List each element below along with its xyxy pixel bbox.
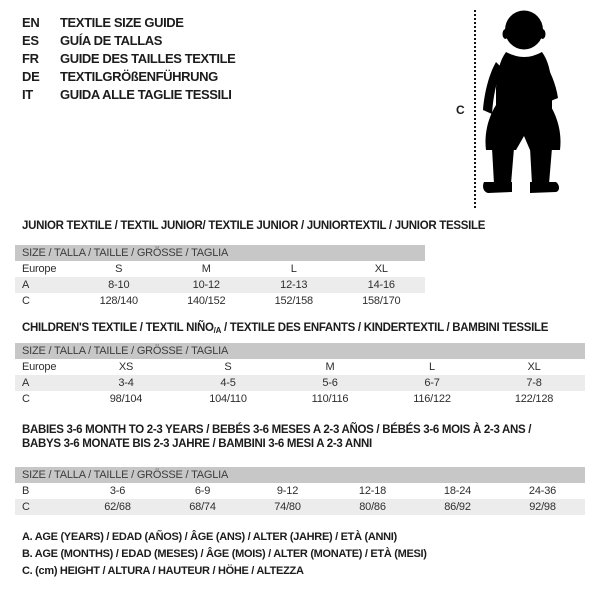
language-code: EN	[22, 14, 40, 30]
cell: 24-36	[528, 485, 557, 497]
language-label: GUIDA ALLE TAGLIE TESSILI	[60, 86, 232, 102]
row-label: C	[22, 295, 30, 307]
row-label: C	[22, 393, 30, 405]
cell: 128/140	[99, 295, 138, 307]
cell: 6-9	[194, 485, 211, 497]
language-code: IT	[22, 86, 33, 102]
cell: 7-8	[526, 377, 542, 389]
legend-line-b: B. AGE (MONTHS) / EDAD (MESES) / ÂGE (MOIS) / ALTER (MONATE) / ETÀ (MESI)	[22, 548, 427, 560]
cell: 3-6	[109, 485, 126, 497]
cell: 86/92	[444, 501, 471, 513]
cell: 140/152	[187, 295, 226, 307]
language-code: FR	[22, 50, 39, 66]
cell: 68/74	[189, 501, 216, 513]
cell: 5-6	[322, 377, 338, 389]
cell: 9-12	[276, 485, 299, 497]
cell: 12-13	[280, 279, 308, 291]
baby-silhouette	[480, 10, 564, 200]
language-code: DE	[22, 68, 40, 84]
junior-section-title: JUNIOR TEXTILE / TEXTIL JUNIOR/ TEXTILE JUNIOR / JUNIORTEXTIL / JUNIOR TESSILE	[22, 220, 486, 232]
cell: 110/116	[311, 393, 349, 405]
cell: L	[429, 361, 435, 373]
table-row	[15, 391, 585, 407]
table-row	[15, 277, 425, 293]
cell: 18-24	[443, 485, 472, 497]
children-title-prefix: CHILDREN'S TEXTILE / TEXTIL NIÑO	[22, 322, 214, 334]
language-label: GUÍA DE TALLAS	[60, 32, 163, 48]
height-measure-dashed-line	[474, 10, 476, 208]
cell: 92/98	[529, 501, 556, 513]
table-row	[15, 261, 425, 277]
cell: 122/128	[514, 393, 554, 405]
language-label: TEXTILGRÖßENFÜHRUNG	[60, 68, 218, 84]
cell: 8-10	[108, 279, 130, 291]
cell: 158/170	[362, 295, 401, 307]
cell: 80/86	[359, 501, 386, 513]
legend-line-c: C. (cm) HEIGHT / ALTURA / HAUTEUR / HÖHE / ALTEZZA	[22, 565, 304, 577]
children-title-sub: /A	[213, 326, 222, 335]
cell: 10-12	[192, 279, 220, 291]
cell: 6-7	[424, 377, 440, 389]
table-row	[15, 293, 425, 309]
cell: 98/104	[109, 393, 143, 405]
cell: 74/80	[274, 501, 301, 513]
language-label: GUIDE DES TAILLES TEXTILE	[60, 50, 236, 66]
table-header-size: SIZE / TALLA / TAILLE / GRÖSSE / TAGLIA	[15, 343, 585, 359]
language-row-en	[22, 13, 235, 31]
legend-line-a: A. AGE (YEARS) / EDAD (AÑOS) / ÂGE (ANS) / ALTER (JAHRE) / ETÀ (ANNI)	[22, 531, 397, 543]
table-header-size: SIZE / TALLA / TAILLE / GRÖSSE / TAGLIA	[15, 245, 425, 261]
cell: 104/110	[209, 393, 247, 405]
height-measure-label: C	[456, 103, 465, 117]
row-label: Europe	[22, 361, 57, 373]
row-label: A	[22, 279, 30, 291]
table-header-size: SIZE / TALLA / TAILLE / GRÖSSE / TAGLIA	[15, 467, 585, 483]
cell: 62/68	[104, 501, 131, 513]
table-row	[15, 483, 585, 499]
cell: 14-16	[367, 279, 395, 291]
table-row	[15, 375, 585, 391]
row-label: B	[22, 485, 30, 497]
cell: 116/122	[413, 393, 451, 405]
language-label: TEXTILE SIZE GUIDE	[60, 14, 184, 30]
row-label: C	[22, 501, 30, 513]
cell: XS	[118, 361, 134, 373]
language-code: ES	[22, 32, 39, 48]
children-title-suffix: / TEXTILE DES ENFANTS / KINDERTEXTIL / BAMBINI TESSILE	[221, 322, 549, 334]
children-size-table	[15, 343, 585, 407]
junior-size-table	[15, 245, 425, 309]
table-row	[15, 499, 585, 515]
row-label: Europe	[22, 263, 57, 275]
cell: 3-4	[118, 377, 134, 389]
cell: S	[115, 263, 123, 275]
cell: XL	[527, 361, 541, 373]
language-row-fr	[22, 49, 235, 67]
cell: 152/158	[274, 295, 313, 307]
cell: S	[224, 361, 232, 373]
cell: 4-5	[220, 377, 236, 389]
language-row-es	[22, 31, 235, 49]
cell: L	[290, 263, 297, 275]
babies-title-line1: BABIES 3-6 MONTH TO 2-3 YEARS / BEBÉS 3-6 MESES A 2-3 AÑOS / BÉBÉS 3-6 MOIS À 2-3 ANS /	[22, 424, 532, 436]
children-section-title	[22, 322, 548, 334]
language-row-it	[22, 85, 235, 103]
babies-size-table	[15, 467, 585, 515]
row-label: A	[22, 377, 30, 389]
table-row	[15, 359, 585, 375]
language-list	[22, 13, 235, 103]
measurement-legend	[22, 531, 427, 582]
babies-section-title	[22, 423, 531, 451]
cell: M	[325, 361, 335, 373]
cell: XL	[374, 263, 388, 275]
babies-title-line2: BABYS 3-6 MONATE BIS 2-3 JAHRE / BAMBINI 3-6 MESI A 2-3 ANNI	[22, 438, 372, 450]
cell: 12-18	[358, 485, 387, 497]
cell: M	[201, 263, 211, 275]
language-row-de	[22, 67, 235, 85]
